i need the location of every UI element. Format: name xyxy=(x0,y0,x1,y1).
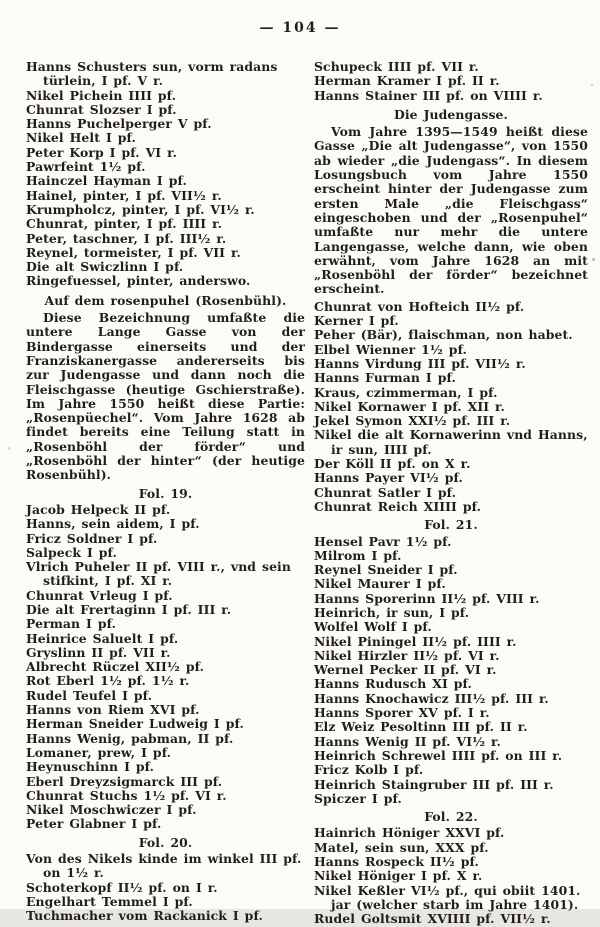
register-entry: Matel, sein sun, XXX pf. xyxy=(314,839,489,855)
register-entry: Hanns Furman I pf. xyxy=(314,370,456,386)
register-entry: Nikel Höniger I pf. X r. xyxy=(314,868,483,884)
register-entry: Lomaner, prew, I pf. xyxy=(26,744,172,760)
register-entry: Hanns Rospeck II½ pf. xyxy=(314,854,479,870)
register-entry: Elbel Wienner 1½ pf. xyxy=(314,341,467,357)
register-entry: Heinrich Staingruber III pf. III r. xyxy=(314,776,554,792)
scan-speck xyxy=(592,258,595,261)
register-entry: Hanns, sein aidem, I pf. xyxy=(26,516,200,532)
register-entry: Hanns Wenig, pabman, II pf. xyxy=(26,730,234,746)
register-entry: Heynuschinn I pf. xyxy=(26,759,155,775)
register-entry: Vlrich Puheler II pf. VIII r., vnd sein stifkint, I pf. XI r. xyxy=(26,559,291,589)
register-entry: Salpeck I pf. xyxy=(26,544,117,560)
register-entry: Hanns Virdung III pf. VII½ r. xyxy=(314,355,526,371)
folio-heading: Fol. 20. xyxy=(138,834,193,850)
right-column xyxy=(314,60,588,927)
section-heading: Die Judengasse. xyxy=(394,106,508,122)
register-entry: Nikel Moschwiczer I pf. xyxy=(26,802,197,818)
register-entry: Nikel Keßler VI½ pf., qui obiit 1401. jar (welcher starb im Jahre 1401). xyxy=(314,882,581,912)
register-entry: Reynel, tormeister, I pf. VII r. xyxy=(26,244,241,260)
folio-heading: Fol. 22. xyxy=(424,809,478,825)
register-entry: Hanns Knochawicz III½ pf. III r. xyxy=(314,690,549,706)
register-entry: Pawrfeint 1½ pf. xyxy=(26,159,146,175)
register-entry: Herman Sneider Ludweig I pf. xyxy=(26,716,244,732)
register-entry: Gryslinn II pf. VII r. xyxy=(26,644,171,660)
register-entry: Heinrich, ir sun, I pf. xyxy=(314,604,470,620)
register-entry: Perman I pf. xyxy=(26,616,117,632)
register-entry: Krumpholcz, pinter, I pf. VI½ r. xyxy=(26,201,255,217)
register-entry: Peter, taschner, I pf. III½ r. xyxy=(26,230,227,246)
folio-heading: Fol. 21. xyxy=(424,517,478,533)
register-entry: Nikel Piningel II½ pf. IIII r. xyxy=(314,633,517,649)
register-entry: Hanns Wenig II pf. VI½ r. xyxy=(314,733,501,749)
register-entry: Wolfel Wolf I pf. xyxy=(314,619,432,635)
register-entry: Peher (Bär), flaischman, non habet. xyxy=(314,327,573,343)
register-entry: Der Köll II pf. on X r. xyxy=(314,456,471,472)
paragraph: Vom Jahre 1395—1549 heißt diese Gasse „Die alt Judengasse“, von 1550 ab wieder „die Judengass“. In diesem Losungsbuch vom Jahre 1550 erscheint hinter der Judengasse zum ersten Male „die Fleischgass“ eingeschoben und der „Rosenpuhel“ umfaßte nur mehr die untere Langengasse, welche dann, wie oben erwähnt, vom Jahre 1628 an mit „Rosenböhl der förder“ bezeichnet erscheint. xyxy=(314,124,588,297)
two-column-text xyxy=(26,60,588,927)
register-entry: Chunrat Satler I pf. xyxy=(314,484,457,500)
register-entry: Jacob Helpeck II pf. xyxy=(26,501,171,517)
register-entry: Jekel Symon XXI½ pf. III r. xyxy=(314,413,511,429)
register-entry: Peter Glabner I pf. xyxy=(26,816,162,832)
register-entry: Fricz Kolb I pf. xyxy=(314,762,424,778)
register-entry: Chunrat, pinter, I pf. IIII r. xyxy=(26,216,223,232)
page-number: — 104 — xyxy=(259,20,341,36)
register-entry: Nikel Helt I pf. xyxy=(26,130,136,146)
register-entry: Kraus, czimmerman, I pf. xyxy=(314,384,498,400)
register-entry: Hanns von Riem XVI pf. xyxy=(26,702,200,718)
paragraph: Diese Bezeichnung umfaßte die untere Lange Gasse von der Bindergasse einerseits und der Franziskanergasse andererseits bis zur Judengasse und dann noch die Fleischgasse (heutige Gschierstraße). Im Jahre 1550 heißt diese Partie: „Rosenpüechel“. Vom Jahre 1628 ab findet bereits eine Teilung statt in „Rosenböhl der förder“ und „Rosenböhl der hinter“ (der heutige Rosenbühl). xyxy=(26,310,305,483)
register-entry: Nikel die alt Kornawerinn vnd Hanns, ir sun, IIII pf. xyxy=(314,427,588,457)
register-entry: Nikel Pichein IIII pf. xyxy=(26,87,177,103)
register-entry: Die alt Frertaginn I pf. III r. xyxy=(26,601,232,617)
register-entry: Engelhart Temmel I pf. xyxy=(26,893,193,909)
register-entry: Hensel Pavr 1½ pf. xyxy=(314,533,452,549)
register-entry: Hanns Sporer XV pf. I r. xyxy=(314,705,490,721)
register-entry: Kerner I pf. xyxy=(314,313,399,329)
folio-heading: Fol. 19. xyxy=(138,485,193,501)
register-entry: Hanns Payer VI½ pf. xyxy=(314,470,463,486)
scan-speck xyxy=(591,84,593,86)
register-entry: Reynel Sneider I pf. xyxy=(314,562,458,578)
register-entry: Tuchmacher vom Rackanick I pf. xyxy=(26,908,263,924)
register-entry: Hanns Puchelperger V pf. xyxy=(26,116,212,132)
register-entry: Nikel Hirzler II½ pf. VI r. xyxy=(314,647,500,663)
register-entry: Schoterkopf II½ pf. on I r. xyxy=(26,879,218,895)
register-entry: Nikel Maurer I pf. xyxy=(314,576,446,592)
register-entry: Schupeck IIII pf. VII r. xyxy=(314,59,479,74)
register-entry: Peter Korp I pf. VI r. xyxy=(26,144,177,160)
register-entry: Elz Weiz Pesoltinn III pf. II r. xyxy=(314,719,528,735)
register-entry: Ringefuessel, pinter, anderswo. xyxy=(26,273,251,289)
left-column xyxy=(26,60,305,927)
register-entry: Rot Eberl 1½ pf. 1½ r. xyxy=(26,673,190,689)
register-entry: Hanns Stainer III pf. on VIIII r. xyxy=(314,87,543,103)
register-entry: Hanns Rudusch XI pf. xyxy=(314,676,472,692)
register-entry: Chunrat von Hofteich II½ pf. xyxy=(314,298,525,314)
register-entry: Chunrat Stuchs 1½ pf. VI r. xyxy=(26,787,227,803)
scan-speck xyxy=(8,447,10,450)
register-entry: Eberl Dreyzsigmarck III pf. xyxy=(26,773,223,789)
register-entry: Hainrich Höniger XXVI pf. xyxy=(314,825,505,841)
register-entry: Milrom I pf. xyxy=(314,547,402,563)
register-entry: Chunrat Vrleug I pf. xyxy=(26,587,173,603)
register-entry: Von des Nikels kinde im winkel III pf. on 1½ r. xyxy=(26,851,302,881)
register-entry: Chunrat Slozser I pf. xyxy=(26,101,177,117)
register-entry: Die alt Swiczlinn I pf. xyxy=(26,259,184,275)
register-entry: Rudel Goltsmit XVIIII pf. VII½ r. xyxy=(314,911,551,927)
register-entry: Spiczer I pf. xyxy=(314,790,402,806)
register-entry: Hainczel Hayman I pf. xyxy=(26,173,187,189)
register-entry: Wernel Pecker II pf. VI r. xyxy=(314,662,497,678)
section-heading: Auf dem rosenpuhel (Rosenbühl). xyxy=(44,292,287,308)
register-entry: Chunrat Reich XIIII pf. xyxy=(314,498,482,514)
register-entry: Rudel Teufel I pf. xyxy=(26,687,153,703)
register-entry: Hainel, pinter, I pf. VII½ r. xyxy=(26,187,222,203)
register-entry: Fricz Soldner I pf. xyxy=(26,530,158,546)
register-entry: Hanns Schusters sun, vorm radans türlein, I pf. V r. xyxy=(26,59,278,89)
register-entry: Nikel Kornawer I pf. XII r. xyxy=(314,398,505,414)
register-entry: Herman Kramer I pf. II r. xyxy=(314,73,500,89)
register-entry: Hanns Sporerinn II½ pf. VIII r. xyxy=(314,590,540,606)
register-entry: Heinrich Schrewel IIII pf. on III r. xyxy=(314,747,563,763)
register-entry: Albrecht Rüczel XII½ pf. xyxy=(26,659,204,675)
register-entry: Heinrice Saluelt I pf. xyxy=(26,630,179,646)
